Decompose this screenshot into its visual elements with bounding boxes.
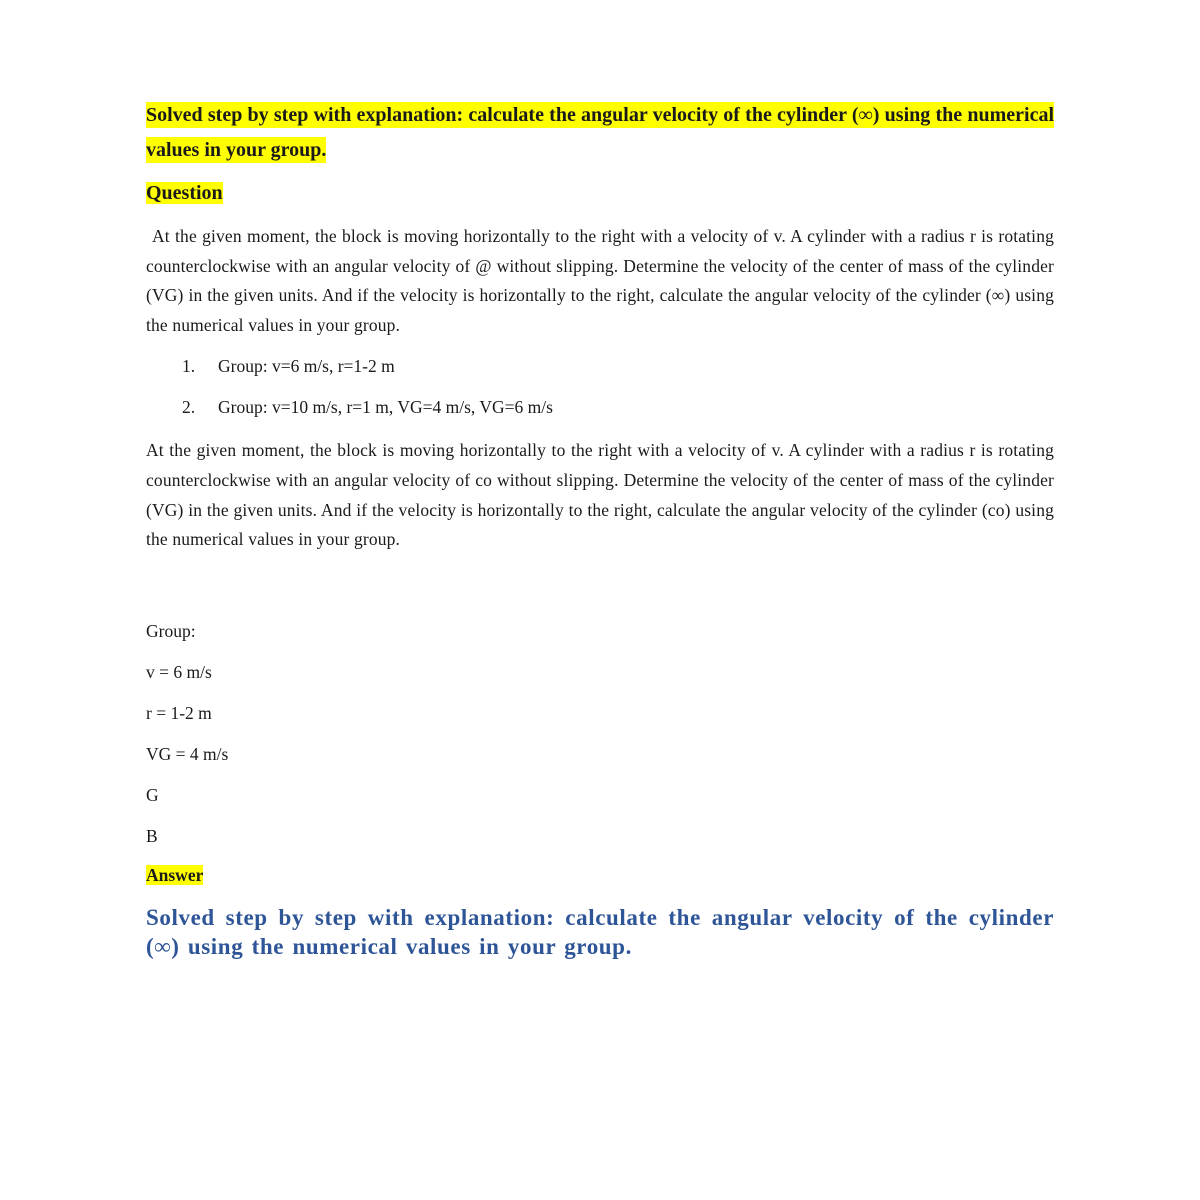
question-paragraph-1: At the given moment, the block is moving horizontally to the right with a velocity of v. A cylinder with a radius r is rotating counterclockwise with an angular velocity of @ without slipping. Determine the velocity of the center of mass of the cylinder (VG) in the given units. And if the velocity is horizontally to the right, calculate the angular velocity of the cylinder (∞) using the numerical values in your group.	[146, 226, 1054, 335]
question-heading	[146, 178, 1054, 208]
given-line: G	[146, 784, 159, 805]
given-line: Group:	[146, 620, 196, 641]
list-item-number: 2.	[182, 397, 196, 418]
given-line: v = 6 m/s	[146, 661, 212, 682]
list-item-number: 1.	[182, 356, 196, 377]
list-item-text: Group: v=6 m/s, r=1-2 m	[218, 356, 395, 377]
title-highlight: Solved step by step with explanation: calculate the angular velocity of the cylinder (∞) using the numerical values in your group.	[146, 104, 1054, 161]
group-list	[146, 352, 1054, 422]
given-line: r = 1-2 m	[146, 702, 212, 723]
question-paragraph-2: At the given moment, the block is moving horizontally to the right with a velocity of v. A cylinder with a radius r is rotating counterclockwise with an angular velocity of co without slipping. Determine the velocity of the center of mass of the cylinder (VG) in the given units. And if the velocity is horizontally to the right, calculate the angular velocity of the cylinder (co) using the numerical values in your group.	[146, 440, 1054, 550]
given-line: B	[146, 825, 158, 846]
list-item	[182, 393, 1054, 422]
given-line: VG = 4 m/s	[146, 743, 229, 764]
givens-block	[146, 617, 1054, 851]
list-item-text: Group: v=10 m/s, r=1 m, VG=4 m/s, VG=6 m/s	[218, 397, 553, 418]
question-label: Question	[146, 182, 223, 204]
list-item	[182, 352, 1054, 381]
document-title	[146, 98, 1054, 168]
answer-heading	[146, 863, 1054, 887]
answer-label: Answer	[146, 864, 204, 885]
answer-text: Solved step by step with explanation: calculate the angular velocity of the cylinder (∞) using the numerical values in your group.	[146, 904, 1054, 959]
document-page	[146, 98, 1054, 961]
